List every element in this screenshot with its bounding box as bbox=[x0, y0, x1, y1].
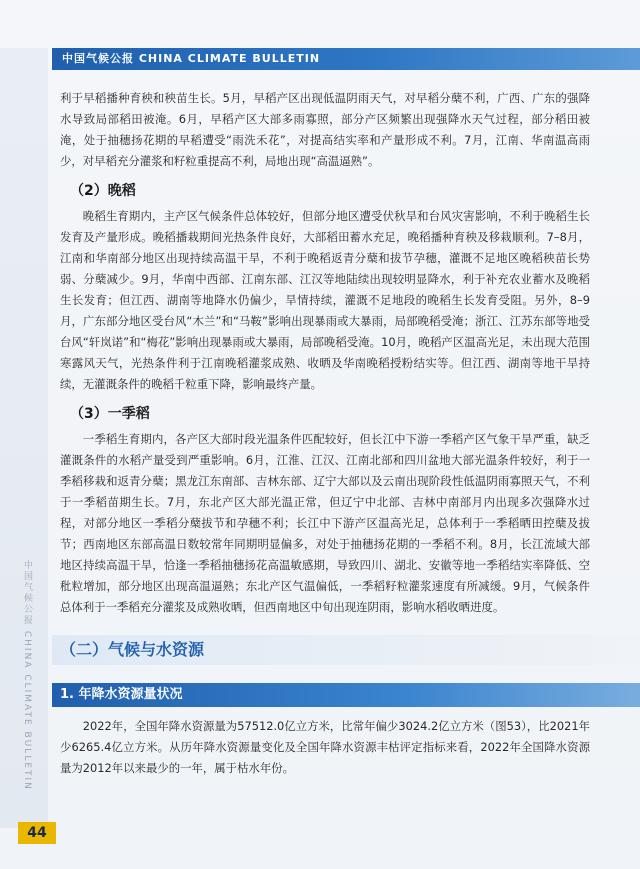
single-rice-paragraph: 一季稻生育期内，各产区大部时段光温条件匹配较好，但长江中下游一季稻产区气象干旱严重，缺乏灌溉条件的水稻产量受到严重影响。6月，江淮、江汉、江南北部和四川盆地大部光温条件较好，利于一季稻移栽和返青分蘖；黑龙江东南部、吉林东部、辽宁大部以及云南出现阶段性低温阴雨寡照天气，不利于一季稻苗期生长。7月，东北产区大部光温正常，但辽宁中北部、吉林中南部月内出现多次强降水过程，对部分地区一季稻分蘖拔节和孕穗不利；长江中下游产区温高光足，总体利于一季稻晒田控蘖及拔节；西南地区东部高温日数较常年同期明显偏多，对处于抽穗扬花期的一季稻不利。8月，长江流域大部地区持续高温干旱，恰逢一季稻抽穗扬花高温敏感期，导致四川、湖北、安徽等地一季稻结实率降低、空秕粒增加，部分地区出现高温逼熟；东北产区气温偏低，一季稻籽粒灌浆速度有所减缓。9月，气候条件总体利于一季稻充分灌浆及成熟收晒，但西南地区中旬出现连阴雨，影响水稻收晒进度。 bbox=[60, 432, 590, 614]
single-rice-heading: （3）一季稻 bbox=[70, 406, 150, 422]
subsection-title: 1. 年降水资源量状况 bbox=[52, 683, 640, 707]
rice-content bbox=[60, 88, 590, 618]
section-title: （二）气候与水资源 bbox=[52, 635, 640, 665]
late-rice-heading: （2）晚稻 bbox=[70, 183, 136, 199]
precip-paragraph: 2022年，全国年降水资源量为57512.0亿立方米，比常年偏少3024.2亿立方米（图53），比2021年少6265.4亿立方米。从历年降水资源量变化及全国年降水资源丰枯评定指标来看，2022年全国降水资源量为2012年以来最少的一年，属于枯水年份。 bbox=[60, 719, 590, 775]
intro-paragraph: 利于早稻播种育秧和秧苗生长。5月，早稻产区出现低温阴雨天气，对早稻分蘖不利，广西、广东的强降水导致局部稻田被淹。6月，早稻产区大部多雨寡照，部分产区频繁出现强降水天气过程，部分稻田被淹，处于抽穗扬花期的早稻遭受“雨洗禾花”，对提高结实率和产量形成不利。7月，江南、华南温高雨少，对早稻充分灌浆和籽粒重提高不利，局地出现“高温逼熟”。 bbox=[60, 91, 590, 168]
precip-content bbox=[60, 716, 590, 779]
late-rice-paragraph: 晚稻生育期内，主产区气候条件总体较好，但部分地区遭受伏秋旱和台风灾害影响，不利于晚稻生长发育及产量形成。晚稻播栽期间光热条件良好，大部稻田蓄水充足，晚稻播种育秧及移栽顺利。7–8月，江南和华南部分地区出现持续高温干旱，不利于晚稻返青分蘖和拔节孕穗，灌溉不足地区晚稻秧苗长势弱、分蘖减少。9月，华南中西部、江南东部、江汉等地陆续出现较明显降水，利于补充农业蓄水及晚稻生长发育；但江西、湖南等地降水仍偏少，旱情持续，灌溉不足地段的晚稻生长发育受阻。另外，8–9月，广东部分地区受台风“木兰”和“马鞍”影响出现暴雨或大暴雨，局部晚稻受淹；浙江、江苏东部等地受台风“轩岚诺”和“梅花”影响出现暴雨或大暴雨，局部晚稻受淹。10月，晚稻产区温高光足，未出现大范围寒露风天气，光热条件利于江南晚稻灌浆成熟、收晒及华南晚稻授粉结实等。但江西、湖南等地干旱持续，无灌溉条件的晚稻千粒重下降，影响最终产量。 bbox=[60, 209, 590, 391]
bulletin-header: 中国气候公报 CHINA CLIMATE BULLETIN bbox=[52, 48, 640, 70]
side-vertical-title: 中国气候公报 CHINA CLIMATE BULLETIN bbox=[22, 560, 32, 791]
page-number: 44 bbox=[18, 822, 56, 844]
